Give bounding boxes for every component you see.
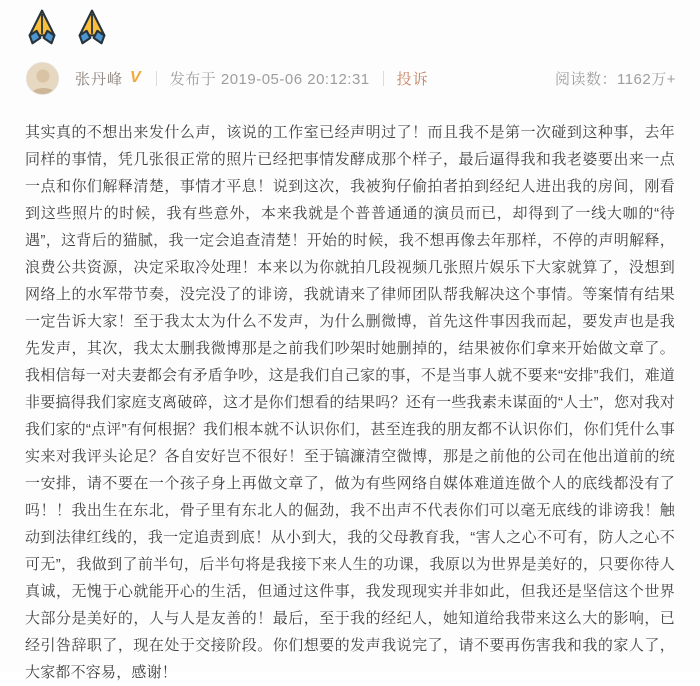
report-link[interactable]: 投诉 [396,70,429,88]
author-name[interactable]: 张丹峰 [75,70,124,88]
read-count: 阅读数：1162万+ [554,70,676,88]
avatar[interactable] [26,62,59,95]
divider [383,71,384,86]
publish-time: 发布于 2019-05-06 20:12:31 [169,70,370,88]
post-header [26,60,676,96]
post-body-text: 其实真的不想出来发什么声，该说的工作室已经声明过了！而且我不是第一次碰到这种事，去年同样的事情，凭几张很正常的照片已经把事情发酵成那个样子，最后逼得我和我老婆要出来一点一点和你们解释清楚，事情才平息！说到这次，我被狗仔偷拍者拍到经纪人进出我的房间，刚看到这些照片的时候，我有些意外，本来我就是个普普通通的演员而已，却得到了一线大咖的“待遇”，这背后的猫腻，我一定会追查清楚！开始的时候，我不想再像去年那样，不停的声明解释，浪费公共资源，决定采取冷处理！本来以为你就拍几段视频几张照片娱乐下大家就算了，没想到网络上的水军带节奏，没完没了的诽谤，我就请来了律师团队帮我解决这个事情。等案情有结果一定告诉大家！至于我太太为什么不发声，为什么删微博，首先这件事因我而起，要发声也是我先发声，其次，我太太删我微博那是之前我们吵架时她删掉的，结果被你们拿来开始做文章了。我相信每一对夫妻都会有矛盾争吵，这是我们自己家的事，不是当事人就不要来“安排”我们，难道非要搞得我们家庭支离破碎，这才是你们想看的结果吗？还有一些我素未谋面的“人士”，您对我对我们家的“点评”有何根据？我们根本就不认识你们，甚至连我的朋友都不认识你们，你们凭什么事实来对我评头论足？各自安好岂不很好！至于镐濂清空微博，那是之前他的公司在他出道前的统一安排，请不要在一个孩子身上再做文章了，做为有些网络自媒体难道连做个人的底线都没有了吗！！我出生在东北，骨子里有东北人的倔劲，我不出声不代表你们可以毫无底线的诽谤我！触动到法律红线的，我一定追责到底！从小到大，我的父母教育我，“害人之心不可有，防人之心不可无”，我做到了前半句，后半句将是我接下来人生的功课，我原以为世界是美好的，只要你待人真诚，无愧于心就能开心的生活，但通过这件事，我发现现实并非如此，但我还是坚信这个世界大部分是美好的，人与人是友善的！最后，至于我的经纪人，她知道给我带来这么大的影响，已经引咎辞职了，现在处于交接阶段。你们想要的发声我说完了，请不要再伤害我和我的家人了，大家都不容易，感谢！ [25,124,675,681]
post-emoji-row [0,0,700,47]
folded-hands-icon [72,9,112,47]
divider [156,71,157,86]
folded-hands-icon [22,9,62,47]
verified-badge-icon: V [130,69,141,86]
